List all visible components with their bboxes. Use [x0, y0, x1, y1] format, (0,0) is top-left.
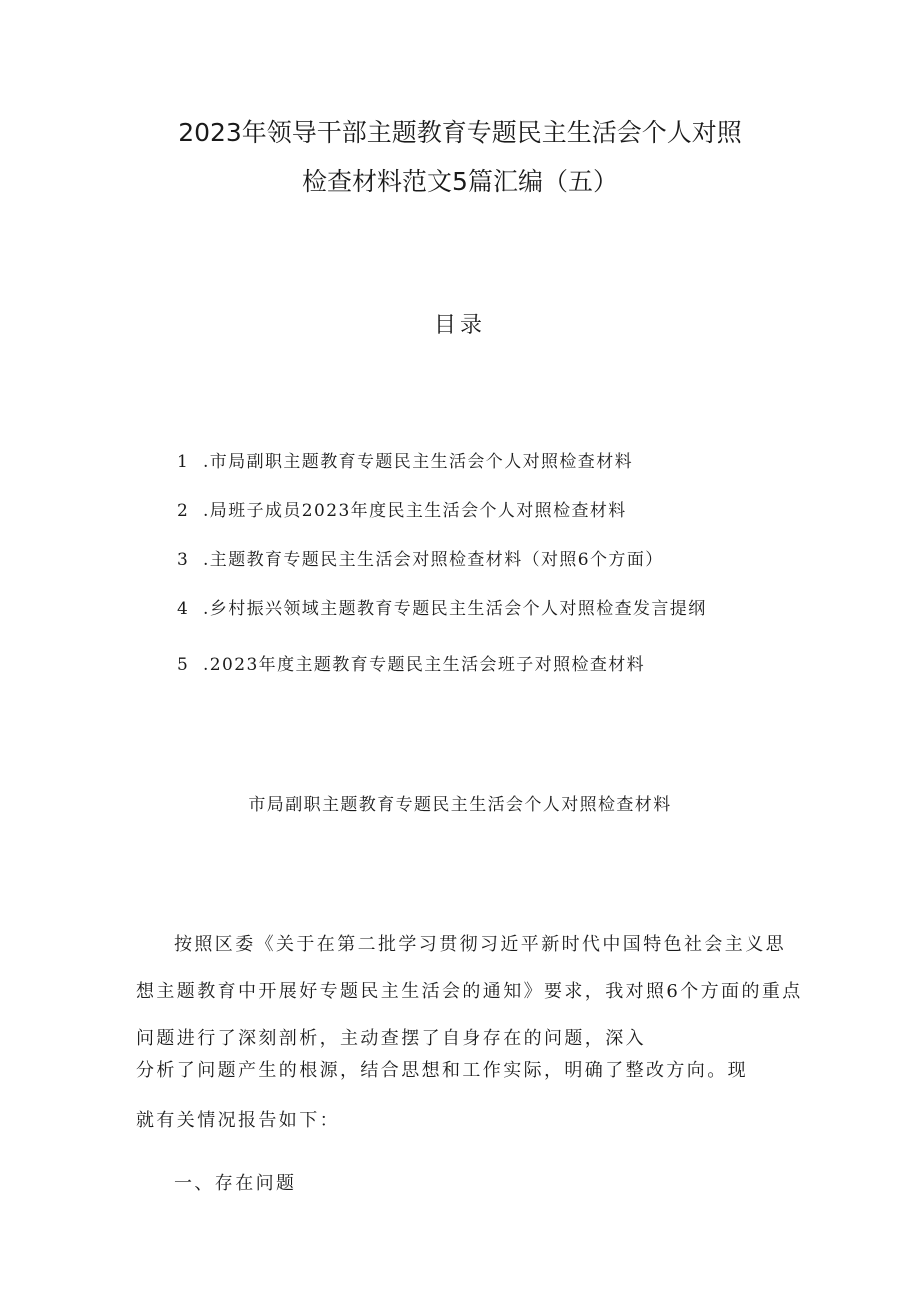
toc-item-5[interactable] [177, 650, 645, 675]
toc-item-text: .乡村振兴领域主题教育专题民主生活会个人对照检查发言提纲 [203, 599, 707, 619]
toc-item-1[interactable] [177, 447, 633, 472]
paragraph-line: 按照区委《关于在第二批学习贯彻习近平新时代中国特色社会主义思 [174, 934, 786, 955]
paragraph-line: 问题进行了深刻剖析，主动查摆了自身存在的问题，深入 [136, 1028, 646, 1049]
section-heading-problems: 一、存在问题 [174, 1173, 297, 1194]
paragraph-line: 想主题教育中开展好专题民主生活会的通知》要求，我对照6个方面的重点 [136, 981, 803, 1002]
toc-item-3[interactable] [177, 545, 664, 570]
document-title-line-1: 2023年领导干部主题教育专题民主生活会个人对照 [178, 118, 742, 147]
toc-item-2[interactable] [177, 496, 627, 521]
paragraph-line: 分析了问题产生的根源，结合思想和工作实际，明确了整改方向。现 [136, 1060, 748, 1081]
toc-item-text: .2023年度主题教育专题民主生活会班子对照检查材料 [203, 655, 646, 675]
section-title: 市局副职主题教育专题民主生活会个人对照检查材料 [248, 795, 672, 815]
toc-heading: 目录 [433, 313, 486, 338]
toc-item-number: 4 [177, 599, 190, 619]
toc-item-number: 5 [177, 655, 190, 675]
toc-item-number: 2 [177, 501, 190, 521]
document-title-line-2: 检查材料范文5篇汇编（五） [302, 167, 618, 196]
toc-item-4[interactable] [177, 594, 707, 619]
toc-item-number: 3 [177, 550, 190, 570]
toc-item-text: .局班子成员2023年度民主生活会个人对照检查材料 [203, 501, 627, 521]
toc-item-number: 1 [177, 452, 190, 472]
toc-item-text: .市局副职主题教育专题民主生活会个人对照检查材料 [203, 452, 634, 472]
toc-item-text: .主题教育专题民主生活会对照检查材料（对照6个方面） [203, 550, 664, 570]
paragraph-line: 就有关情况报告如下： [136, 1110, 340, 1131]
